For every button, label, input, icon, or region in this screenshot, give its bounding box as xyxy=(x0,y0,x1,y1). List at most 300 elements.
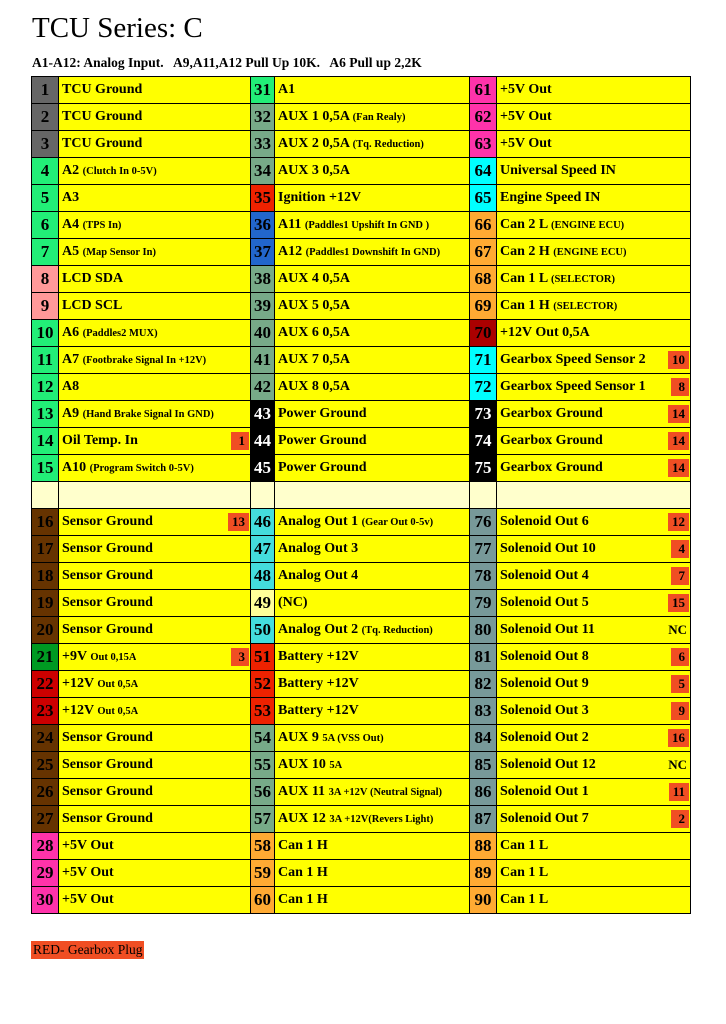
pin-function xyxy=(497,590,691,617)
pin-function xyxy=(497,698,691,725)
pin-note: (SELECTOR) xyxy=(550,274,615,285)
pin-function xyxy=(59,590,251,617)
pin-label: Sensor Ground xyxy=(62,730,153,745)
pin-note: (Clutch In 0-5V) xyxy=(82,166,157,177)
pin-note: (TPS In) xyxy=(82,220,122,231)
pin-function xyxy=(59,671,251,698)
pin-label: Solenoid Out 8 xyxy=(500,649,589,664)
pin-function xyxy=(275,509,470,536)
pin-row xyxy=(32,671,691,698)
pin-row xyxy=(32,131,691,158)
pin-number: 50 xyxy=(251,617,275,644)
pin-note: Out 0,15A xyxy=(90,652,137,663)
pin-label: Sensor Ground xyxy=(62,757,153,772)
pin-row xyxy=(32,752,691,779)
pin-label: Analog Out 1 xyxy=(278,514,359,529)
pin-label: TCU Ground xyxy=(62,109,143,124)
pin-row xyxy=(32,617,691,644)
pin-function xyxy=(59,509,251,536)
pin-function xyxy=(59,806,251,833)
pin-number: 40 xyxy=(251,320,275,347)
gearbox-plug-nc: NC xyxy=(668,757,687,772)
pin-row xyxy=(32,104,691,131)
pin-number: 17 xyxy=(32,536,59,563)
pin-function xyxy=(275,752,470,779)
pin-function xyxy=(59,617,251,644)
pin-label: Solenoid Out 11 xyxy=(500,622,595,637)
pin-label: Analog Out 2 xyxy=(278,622,359,637)
pin-function xyxy=(497,131,691,158)
pin-note: (Tq. Reduction) xyxy=(361,625,433,636)
pin-number: 46 xyxy=(251,509,275,536)
pin-number: 77 xyxy=(470,536,497,563)
spacer-cell xyxy=(275,482,470,509)
pin-label: Power Ground xyxy=(278,433,367,448)
gearbox-plug-pin-badge: 12 xyxy=(668,513,689,531)
pin-number: 68 xyxy=(470,266,497,293)
pin-label: LCD SCL xyxy=(62,298,123,313)
pin-function xyxy=(59,374,251,401)
pin-label: Sensor Ground xyxy=(62,514,153,529)
spacer-cell xyxy=(59,482,251,509)
pin-function xyxy=(497,617,691,644)
pin-row xyxy=(32,860,691,887)
pin-function xyxy=(275,698,470,725)
pin-number: 55 xyxy=(251,752,275,779)
pin-row xyxy=(32,185,691,212)
pin-label: +12V Out 0,5A xyxy=(500,325,590,340)
pin-label: +5V Out xyxy=(62,838,114,853)
pin-function xyxy=(275,266,470,293)
pin-function xyxy=(275,644,470,671)
gearbox-plug-pin-badge: 3 xyxy=(231,648,249,666)
pin-function xyxy=(275,293,470,320)
pin-number: 65 xyxy=(470,185,497,212)
pin-note: (Program Switch 0-5V) xyxy=(89,463,194,474)
pin-label: Battery +12V xyxy=(278,676,359,691)
pin-function xyxy=(497,806,691,833)
pin-function xyxy=(497,752,691,779)
pin-number: 67 xyxy=(470,239,497,266)
pin-label: Battery +12V xyxy=(278,649,359,664)
pin-function xyxy=(59,455,251,482)
pin-function xyxy=(59,320,251,347)
gearbox-plug-pin-badge: 10 xyxy=(668,351,689,369)
pin-function xyxy=(275,428,470,455)
pin-function xyxy=(275,104,470,131)
pin-note: (Tq. Reduction) xyxy=(352,139,424,150)
pin-function xyxy=(59,752,251,779)
pin-label: LCD SDA xyxy=(62,271,124,286)
pin-number: 63 xyxy=(470,131,497,158)
pin-label: Sensor Ground xyxy=(62,541,153,556)
pin-label: A5 xyxy=(62,244,80,259)
pin-function xyxy=(59,401,251,428)
pin-label: AUX 12 xyxy=(278,811,326,826)
pin-row xyxy=(32,347,691,374)
pin-function xyxy=(497,266,691,293)
pin-note: (Map Sensor In) xyxy=(82,247,156,258)
pin-label: Solenoid Out 2 xyxy=(500,730,589,745)
pin-number: 74 xyxy=(470,428,497,455)
pin-function xyxy=(497,104,691,131)
pin-number: 53 xyxy=(251,698,275,725)
pin-number: 62 xyxy=(470,104,497,131)
pin-function xyxy=(275,401,470,428)
pin-function xyxy=(275,374,470,401)
pin-number: 27 xyxy=(32,806,59,833)
pin-label: +5V Out xyxy=(500,109,552,124)
pin-number: 6 xyxy=(32,212,59,239)
pin-label: Power Ground xyxy=(278,460,367,475)
pin-label: Solenoid Out 3 xyxy=(500,703,589,718)
gearbox-plug-pin-badge: 14 xyxy=(668,459,689,477)
pin-label: AUX 6 0,5A xyxy=(278,325,350,340)
pin-label: Can 1 H xyxy=(278,865,328,880)
analog-input-note: A1-A12: Analog Input. A9,A11,A12 Pull Up 10K. A6 Pull up 2,2K xyxy=(32,55,422,70)
pin-note: (Paddles2 MUX) xyxy=(82,328,158,339)
pin-number: 89 xyxy=(470,860,497,887)
pin-note: (Gear Out 0-5v) xyxy=(361,517,434,528)
pin-number: 44 xyxy=(251,428,275,455)
pin-label: Can 1 L xyxy=(500,838,549,853)
pin-function xyxy=(59,644,251,671)
pin-function xyxy=(497,428,691,455)
pin-label: Gearbox Ground xyxy=(500,460,603,475)
pin-label: Can 2 H xyxy=(500,244,550,259)
pin-function xyxy=(497,455,691,482)
pin-label: A3 xyxy=(62,190,80,205)
pin-function xyxy=(497,293,691,320)
pin-number: 73 xyxy=(470,401,497,428)
pin-function xyxy=(497,239,691,266)
pin-function xyxy=(275,860,470,887)
pin-label: A7 xyxy=(62,352,80,367)
pin-number: 28 xyxy=(32,833,59,860)
pin-number: 64 xyxy=(470,158,497,185)
pin-label: AUX 8 0,5A xyxy=(278,379,350,394)
pin-number: 37 xyxy=(251,239,275,266)
pin-number: 43 xyxy=(251,401,275,428)
pin-number: 78 xyxy=(470,563,497,590)
pin-function xyxy=(497,158,691,185)
pin-number: 45 xyxy=(251,455,275,482)
pin-function xyxy=(275,77,470,104)
pin-note: Out 0,5A xyxy=(97,679,139,690)
gearbox-plug-pin-badge: 15 xyxy=(668,594,689,612)
pin-number: 75 xyxy=(470,455,497,482)
pin-row xyxy=(32,293,691,320)
pin-label: Sensor Ground xyxy=(62,622,153,637)
pin-note: (ENGINE ECU) xyxy=(550,220,625,231)
pin-row xyxy=(32,158,691,185)
pin-function xyxy=(497,374,691,401)
pin-note: (Hand Brake Signal In GND) xyxy=(82,409,214,420)
pin-number: 1 xyxy=(32,77,59,104)
pin-function xyxy=(275,212,470,239)
pin-number: 41 xyxy=(251,347,275,374)
gearbox-plug-pin-badge: 6 xyxy=(671,648,689,666)
pin-label: (NC) xyxy=(278,595,308,610)
pin-label: Analog Out 4 xyxy=(278,568,359,583)
pin-function xyxy=(59,266,251,293)
pin-note: 5A xyxy=(329,760,343,771)
pin-label: AUX 4 0,5A xyxy=(278,271,350,286)
pin-number: 9 xyxy=(32,293,59,320)
pin-number: 52 xyxy=(251,671,275,698)
pin-number: 83 xyxy=(470,698,497,725)
pin-number: 26 xyxy=(32,779,59,806)
pin-number: 81 xyxy=(470,644,497,671)
gearbox-plug-pin-badge: 9 xyxy=(671,702,689,720)
pin-function xyxy=(275,590,470,617)
pin-note: 5A (VSS Out) xyxy=(322,733,384,744)
pin-function xyxy=(275,158,470,185)
pin-label: Can 1 L xyxy=(500,271,548,286)
pin-number: 59 xyxy=(251,860,275,887)
pin-number: 85 xyxy=(470,752,497,779)
pin-function xyxy=(497,563,691,590)
pin-row xyxy=(32,77,691,104)
pin-function xyxy=(275,536,470,563)
pin-label: Analog Out 3 xyxy=(278,541,359,556)
pin-function xyxy=(275,455,470,482)
pin-number: 25 xyxy=(32,752,59,779)
pin-number: 88 xyxy=(470,833,497,860)
pin-row xyxy=(32,698,691,725)
pin-function xyxy=(59,293,251,320)
pin-number: 13 xyxy=(32,401,59,428)
pin-number: 10 xyxy=(32,320,59,347)
pin-function xyxy=(59,428,251,455)
pin-label: Power Ground xyxy=(278,406,367,421)
pin-number: 49 xyxy=(251,590,275,617)
pin-number: 61 xyxy=(470,77,497,104)
pin-function xyxy=(59,725,251,752)
pin-label: AUX 9 xyxy=(278,730,319,745)
pin-row xyxy=(32,320,691,347)
pin-note: (SELECTOR) xyxy=(553,301,618,312)
pin-label: +5V Out xyxy=(62,865,114,880)
spacer-cell xyxy=(32,482,59,509)
pin-number: 14 xyxy=(32,428,59,455)
pin-function xyxy=(497,347,691,374)
pin-row xyxy=(32,887,691,914)
pin-number: 39 xyxy=(251,293,275,320)
pin-number: 8 xyxy=(32,266,59,293)
pin-number: 31 xyxy=(251,77,275,104)
pin-function xyxy=(275,671,470,698)
pin-row xyxy=(32,590,691,617)
pin-row xyxy=(32,239,691,266)
pin-label: TCU Ground xyxy=(62,136,143,151)
pin-number: 47 xyxy=(251,536,275,563)
pin-number: 35 xyxy=(251,185,275,212)
pin-number: 56 xyxy=(251,779,275,806)
gearbox-plug-pin-badge: 13 xyxy=(228,513,249,531)
pin-label: Solenoid Out 1 xyxy=(500,784,589,799)
pin-function xyxy=(275,239,470,266)
pin-label: Can 1 L xyxy=(500,865,549,880)
pin-number: 4 xyxy=(32,158,59,185)
pin-label: Can 1 H xyxy=(278,892,328,907)
pin-number: 19 xyxy=(32,590,59,617)
pin-number: 34 xyxy=(251,158,275,185)
gearbox-plug-pin-badge: 2 xyxy=(671,810,689,828)
pin-number: 33 xyxy=(251,131,275,158)
pin-note: Out 0,5A xyxy=(97,706,139,717)
gearbox-plug-pin-badge: 5 xyxy=(671,675,689,693)
pin-function xyxy=(59,860,251,887)
pin-label: Solenoid Out 9 xyxy=(500,676,589,691)
pin-function xyxy=(497,509,691,536)
pin-number: 71 xyxy=(470,347,497,374)
pin-function xyxy=(497,212,691,239)
pin-note: 3A +12V(Revers Light) xyxy=(329,814,434,825)
pin-function xyxy=(275,131,470,158)
pin-function xyxy=(497,320,691,347)
pin-label: A1 xyxy=(278,82,296,97)
pin-label: Oil Temp. In xyxy=(62,433,138,448)
pin-label: A10 xyxy=(62,460,87,475)
gearbox-plug-pin-badge: 14 xyxy=(668,432,689,450)
pin-number: 76 xyxy=(470,509,497,536)
pin-number: 84 xyxy=(470,725,497,752)
pin-function xyxy=(59,239,251,266)
spacer-row xyxy=(32,482,691,509)
pin-label: AUX 1 0,5A xyxy=(278,109,350,124)
pin-function xyxy=(275,806,470,833)
pin-number: 38 xyxy=(251,266,275,293)
pin-number: 54 xyxy=(251,725,275,752)
pin-function xyxy=(275,563,470,590)
gearbox-plug-pin-badge: 4 xyxy=(671,540,689,558)
pin-number: 72 xyxy=(470,374,497,401)
pin-function xyxy=(59,536,251,563)
pin-label: +9V xyxy=(62,649,87,664)
pin-function xyxy=(497,536,691,563)
pin-note: 3A +12V (Neutral Signal) xyxy=(328,787,442,798)
pin-label: A9 xyxy=(62,406,80,421)
pin-number: 57 xyxy=(251,806,275,833)
gearbox-plug-pin-badge: 14 xyxy=(668,405,689,423)
pin-function xyxy=(59,185,251,212)
pin-label: Battery +12V xyxy=(278,703,359,718)
pin-function xyxy=(497,779,691,806)
pin-label: Can 1 H xyxy=(278,838,328,853)
pin-number: 90 xyxy=(470,887,497,914)
pin-number: 48 xyxy=(251,563,275,590)
pin-number: 82 xyxy=(470,671,497,698)
pin-label: AUX 3 0,5A xyxy=(278,163,350,178)
spacer-cell xyxy=(251,482,275,509)
pin-label: Gearbox Ground xyxy=(500,433,603,448)
pin-label: Sensor Ground xyxy=(62,811,153,826)
pin-row xyxy=(32,374,691,401)
pin-function xyxy=(275,185,470,212)
pin-label: +5V Out xyxy=(500,136,552,151)
pin-number: 18 xyxy=(32,563,59,590)
pin-function xyxy=(497,833,691,860)
gearbox-plug-pin-badge: 8 xyxy=(671,378,689,396)
pin-row xyxy=(32,428,691,455)
pin-number: 12 xyxy=(32,374,59,401)
pin-note: (ENGINE ECU) xyxy=(553,247,627,258)
pin-row xyxy=(32,401,691,428)
pin-number: 87 xyxy=(470,806,497,833)
pin-function xyxy=(497,77,691,104)
pin-label: +5V Out xyxy=(62,892,114,907)
pin-function xyxy=(497,725,691,752)
pin-label: AUX 7 0,5A xyxy=(278,352,350,367)
pin-function xyxy=(59,779,251,806)
pin-function xyxy=(59,833,251,860)
pin-label: Solenoid Out 7 xyxy=(500,811,589,826)
pin-note: (Footbrake Signal In +12V) xyxy=(82,355,207,366)
pin-function xyxy=(59,563,251,590)
pin-number: 32 xyxy=(251,104,275,131)
pin-number: 3 xyxy=(32,131,59,158)
page-title: TCU Series: C xyxy=(32,12,203,44)
pin-function xyxy=(59,131,251,158)
pin-function xyxy=(59,698,251,725)
pin-label: Gearbox Speed Sensor 1 xyxy=(500,379,646,394)
pin-function xyxy=(497,887,691,914)
pin-label: Ignition +12V xyxy=(278,190,362,205)
pin-number: 80 xyxy=(470,617,497,644)
pin-label: Solenoid Out 4 xyxy=(500,568,589,583)
pin-label: Engine Speed IN xyxy=(500,190,601,205)
pin-number: 42 xyxy=(251,374,275,401)
pin-label: A4 xyxy=(62,217,80,232)
pin-number: 60 xyxy=(251,887,275,914)
gearbox-plug-pin-badge: 1 xyxy=(231,432,249,450)
pin-number: 16 xyxy=(32,509,59,536)
pin-label: A6 xyxy=(62,325,80,340)
pin-label: +12V xyxy=(62,703,94,718)
pin-label: A12 xyxy=(278,244,303,259)
pin-label: Gearbox Speed Sensor 2 xyxy=(500,352,646,367)
pin-label: +5V Out xyxy=(500,82,552,97)
pin-label: A11 xyxy=(278,217,302,232)
pin-row xyxy=(32,644,691,671)
pinout-table xyxy=(31,76,691,914)
pin-label: Sensor Ground xyxy=(62,568,153,583)
pin-label: TCU Ground xyxy=(62,82,143,97)
pin-function xyxy=(275,320,470,347)
pin-function xyxy=(275,833,470,860)
pin-label: Solenoid Out 5 xyxy=(500,595,589,610)
pin-number: 20 xyxy=(32,617,59,644)
pin-row xyxy=(32,509,691,536)
pin-number: 5 xyxy=(32,185,59,212)
spacer-cell xyxy=(497,482,691,509)
pin-number: 23 xyxy=(32,698,59,725)
pin-function xyxy=(59,212,251,239)
pin-function xyxy=(275,887,470,914)
pin-number: 69 xyxy=(470,293,497,320)
pin-label: Sensor Ground xyxy=(62,595,153,610)
pin-row xyxy=(32,725,691,752)
pin-label: Sensor Ground xyxy=(62,784,153,799)
pin-label: AUX 10 xyxy=(278,757,326,772)
pin-label: AUX 11 xyxy=(278,784,326,799)
gearbox-plug-pin-badge: 11 xyxy=(669,783,689,801)
pin-number: 36 xyxy=(251,212,275,239)
pin-note: (Fan Realy) xyxy=(352,112,406,123)
pin-row xyxy=(32,806,691,833)
pin-number: 11 xyxy=(32,347,59,374)
